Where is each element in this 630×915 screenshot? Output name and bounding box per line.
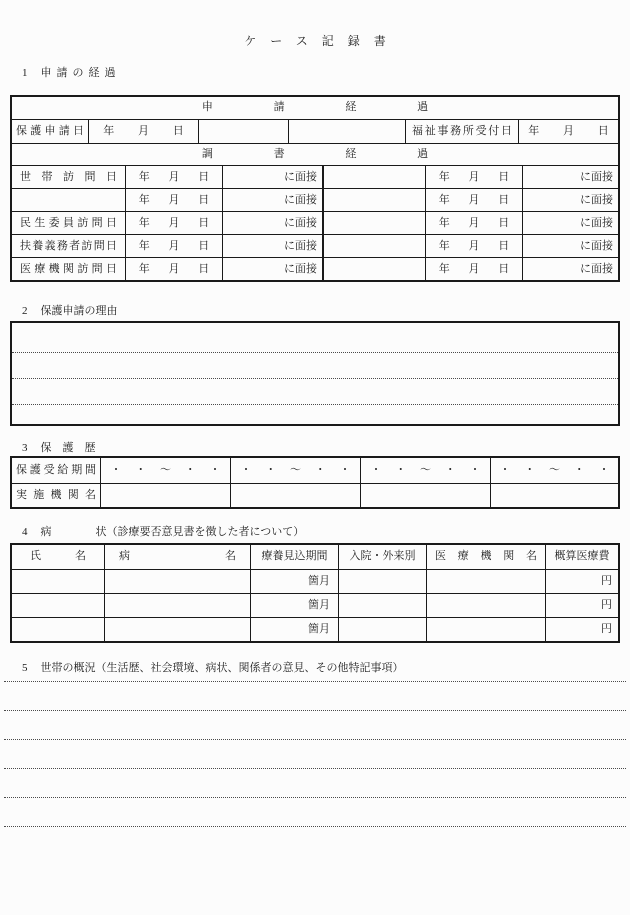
protection-history-table — [10, 456, 620, 509]
blank-cell — [338, 570, 426, 593]
table-row — [12, 188, 618, 211]
blank-cell — [230, 484, 360, 507]
protection-application-date-label: 保護申請日 — [16, 125, 84, 137]
column-header-inout: 入院・外来別 — [338, 545, 426, 569]
section-2-number: 2 — [22, 305, 28, 317]
section-2-heading — [22, 302, 118, 318]
column-header-cost: 概算医療費 — [545, 545, 618, 569]
column-header-name: 氏名 — [30, 550, 86, 562]
implementing-agency-label: 実施機関名 — [16, 489, 96, 501]
date-cell: 年 月 日 — [125, 166, 222, 188]
section-3-heading — [22, 439, 107, 455]
date-cell: 年 月 日 — [425, 235, 522, 257]
ruled-line — [4, 681, 626, 682]
interview-cell: に面接 — [222, 212, 322, 234]
blank-cell — [104, 570, 250, 593]
visit-row-label: 世帯訪問日 — [20, 171, 117, 183]
date-cell: 年 月 日 — [125, 258, 222, 280]
visit-row-label: 医療機関訪問日 — [20, 263, 117, 275]
blank-cell — [322, 212, 425, 234]
survey-progress-header-cell: 調 書 経 過 — [201, 148, 429, 160]
table-row — [12, 234, 618, 257]
visit-row-label — [12, 189, 125, 211]
welfare-office-receipt-date-label: 福祉事務所受付日 — [405, 120, 518, 143]
table-row — [12, 593, 618, 617]
column-header-disease: 病名 — [104, 545, 250, 569]
date-cell: 年 月 日 — [125, 235, 222, 257]
column-header-org: 医療機関名 — [426, 545, 545, 569]
blank-cell — [322, 258, 425, 280]
form-title: ケース記録書 — [244, 34, 400, 48]
table-row — [12, 211, 618, 234]
table-header-row — [12, 545, 618, 569]
period-cell: ・ ・ ～ ・ ・ — [230, 458, 360, 483]
visit-row-label: 民生委員訪問日 — [20, 217, 117, 229]
yen-unit-cell: 円 — [545, 618, 618, 641]
visit-row-label: 扶養義務者訪問日 — [20, 240, 117, 252]
interview-cell: に面接 — [222, 166, 322, 188]
interview-cell: に面接 — [222, 189, 322, 211]
protection-period-label: 保護受給期間 — [16, 464, 96, 476]
table-row — [12, 483, 618, 507]
blank-cell — [426, 594, 545, 617]
interview-cell: に面接 — [522, 258, 618, 280]
table-row — [12, 97, 618, 119]
section-3-number: 3 — [22, 442, 28, 454]
date-cell: 年 月 日 — [425, 258, 522, 280]
blank-cell — [338, 618, 426, 641]
interview-cell: に面接 — [522, 235, 618, 257]
interview-cell: に面接 — [522, 189, 618, 211]
blank-cell — [198, 120, 288, 143]
date-cell: 年 月 日 — [425, 166, 522, 188]
date-cell: 年 月 日 — [88, 120, 198, 143]
blank-cell — [12, 570, 104, 593]
section-4-heading-text: 病 状（診療要否意見書を徴した者について） — [40, 526, 305, 538]
section-4-number: 4 — [22, 526, 28, 538]
blank-cell — [12, 594, 104, 617]
table-row — [12, 143, 618, 165]
month-unit-cell: 箇月 — [250, 594, 338, 617]
blank-cell — [288, 120, 405, 143]
blank-cell — [490, 484, 618, 507]
table-row — [12, 458, 618, 483]
period-cell: ・ ・ ～ ・ ・ — [360, 458, 490, 483]
date-cell: 年 月 日 — [425, 189, 522, 211]
yen-unit-cell: 円 — [545, 594, 618, 617]
medical-condition-table — [10, 543, 620, 643]
period-cell: ・ ・ ～ ・ ・ — [490, 458, 618, 483]
blank-cell — [322, 166, 425, 188]
table-row — [12, 617, 618, 641]
interview-cell: に面接 — [522, 212, 618, 234]
section-2-heading-text: 保護申請の理由 — [40, 305, 118, 317]
ruled-line — [4, 739, 626, 740]
section-5-heading-text: 世帯の概況（生活歴、社会環境、病状、関係者の意見、その他特記事項） — [40, 662, 404, 674]
interview-cell: に面接 — [222, 258, 322, 280]
ruled-line — [12, 378, 618, 379]
yen-unit-cell: 円 — [545, 570, 618, 593]
blank-cell — [104, 618, 250, 641]
ruled-line — [4, 797, 626, 798]
table-row — [12, 569, 618, 593]
interview-cell: に面接 — [522, 166, 618, 188]
application-progress-table — [10, 95, 620, 282]
ruled-line — [12, 404, 618, 405]
section-1-heading — [22, 64, 121, 80]
date-cell: 年 月 日 — [425, 212, 522, 234]
column-header-period: 療養見込期間 — [250, 545, 338, 569]
month-unit-cell: 箇月 — [250, 618, 338, 641]
ruled-line — [12, 352, 618, 353]
ruled-line — [4, 826, 626, 827]
section-3-heading-text: 保護歴 — [40, 442, 107, 454]
date-cell: 年 月 日 — [125, 212, 222, 234]
application-reason-box — [10, 321, 620, 426]
blank-cell — [104, 594, 250, 617]
interview-cell: に面接 — [222, 235, 322, 257]
blank-cell — [322, 235, 425, 257]
period-cell: ・ ・ ～ ・ ・ — [100, 458, 230, 483]
blank-cell — [338, 594, 426, 617]
ruled-line — [4, 710, 626, 711]
blank-cell — [426, 618, 545, 641]
blank-cell — [426, 570, 545, 593]
section-1-number: 1 — [22, 67, 28, 79]
ruled-line — [4, 768, 626, 769]
blank-cell — [100, 484, 230, 507]
section-4-heading — [22, 523, 304, 539]
blank-cell — [360, 484, 490, 507]
date-cell: 年 月 日 — [518, 120, 618, 143]
blank-cell — [12, 618, 104, 641]
date-cell: 年 月 日 — [125, 189, 222, 211]
blank-cell — [322, 189, 425, 211]
table-row — [12, 257, 618, 280]
application-progress-header-cell: 申 請 経 過 — [201, 101, 429, 113]
table-row — [12, 165, 618, 188]
section-5-number: 5 — [22, 662, 28, 674]
section-1-heading-text: 申請の経過 — [40, 67, 121, 79]
month-unit-cell: 箇月 — [250, 570, 338, 593]
section-5-heading — [22, 659, 404, 675]
table-row — [12, 119, 618, 143]
